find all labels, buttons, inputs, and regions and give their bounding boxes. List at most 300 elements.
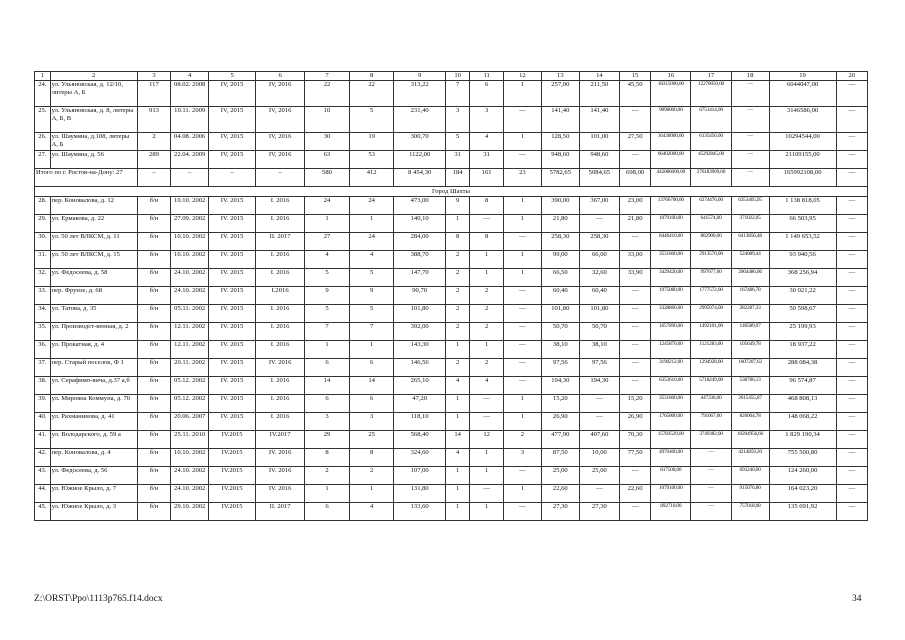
table-cell: — — [836, 467, 867, 485]
table-cell: 27 — [305, 233, 350, 251]
table-cell: 148 068,22 — [769, 413, 836, 431]
table-cell: 524089,44 — [731, 251, 769, 269]
table-row — [35, 341, 868, 359]
table-cell: пер. Фрунзе, д. 68 — [50, 287, 137, 305]
table-cell: 50 598,67 — [769, 305, 836, 323]
table-cell: 18 937,22 — [769, 341, 836, 359]
table-cell: ул. Производст-венная, д. 2 — [50, 323, 137, 341]
table-row — [35, 467, 868, 485]
table-cell: 60,40 — [541, 287, 579, 305]
table-cell: 45. — [35, 503, 51, 521]
table-cell: 12270050,00 — [691, 81, 731, 107]
table-cell: 12.11. 2002 — [171, 323, 209, 341]
table-cell: 313,22 — [394, 81, 445, 107]
table-cell: 300,70 — [394, 133, 445, 151]
table-cell: 105649,78 — [731, 341, 769, 359]
table-cell: 1 — [470, 503, 503, 521]
table-cell: 371022,05 — [731, 215, 769, 233]
table-cell: 18 — [731, 72, 769, 81]
table-cell: 1 — [445, 503, 470, 521]
table-cell: 15 — [619, 72, 650, 81]
table-cell: 33,90 — [619, 269, 650, 287]
table-cell: 194,30 — [579, 377, 619, 395]
table-cell: 3531600,00 — [651, 251, 691, 269]
table-cell: 34. — [35, 305, 51, 323]
table-cell: 1 — [445, 215, 470, 233]
table-cell: 4 — [171, 72, 209, 81]
table-cell: 6 — [349, 359, 394, 377]
table-cell: ул. Серафимо-вича, д.37 а,б — [50, 377, 137, 395]
table-cell: 473,00 — [394, 197, 445, 215]
table-cell: 407,60 — [579, 431, 619, 449]
table-cell: 22,60 — [619, 485, 650, 503]
table-cell: 2 — [137, 133, 170, 151]
table-cell: 32. — [35, 269, 51, 287]
table-cell: 4 — [470, 377, 503, 395]
table-header-row — [35, 72, 868, 81]
table-cell: 31. — [35, 251, 51, 269]
table-cell: 30 021,22 — [769, 287, 836, 305]
table-cell: IV. 2015 — [209, 287, 256, 305]
table-cell: 107,00 — [394, 467, 445, 485]
table-cell: — — [836, 133, 867, 151]
table-cell: 791667,00 — [691, 413, 731, 431]
document-table-area — [34, 71, 868, 521]
table-cell: 1 — [503, 485, 541, 503]
table-cell: ул. Ульяновская, д. 8, литеры А, Б, В — [50, 107, 137, 133]
table-cell: б/н — [137, 233, 170, 251]
table-cell: I. 2016 — [256, 413, 305, 431]
table-cell: 388,70 — [394, 251, 445, 269]
table-cell: 05.12. 2002 — [171, 395, 209, 413]
table-cell: 10.10. 2002 — [171, 197, 209, 215]
table-cell: IV. 2015 — [209, 341, 256, 359]
table-cell: 42. — [35, 449, 51, 467]
table-cell: ул. Татова, д. 35 — [50, 305, 137, 323]
table-body — [35, 72, 868, 521]
table-cell: IV. 2015 — [209, 233, 256, 251]
table-cell: 3 — [445, 107, 470, 133]
table-cell: 10.11. 2009 — [171, 107, 209, 133]
table-cell: — — [836, 359, 867, 377]
table-cell: 1777572,00 — [691, 287, 731, 305]
table-cell: 1 — [470, 467, 503, 485]
table-cell: — — [836, 323, 867, 341]
table-cell: 477,90 — [541, 431, 579, 449]
table-cell: 128,50 — [541, 133, 579, 151]
table-cell: IV. 2015 — [209, 305, 256, 323]
table-cell: 1 — [305, 485, 350, 503]
table-cell: I. 2016 — [256, 305, 305, 323]
table-row — [35, 485, 868, 503]
table-cell: 161 — [470, 169, 503, 187]
table-cell: — — [503, 323, 541, 341]
table-cell: 468 808,13 — [769, 395, 836, 413]
table-cell: 37. — [35, 359, 51, 377]
table-cell: — — [579, 413, 619, 431]
table-cell: 164 023,20 — [769, 485, 836, 503]
table-cell: 2 — [445, 305, 470, 323]
table-cell: 12.11. 2002 — [171, 341, 209, 359]
table-cell: — — [619, 323, 650, 341]
table-cell: Город Шахты — [35, 187, 868, 197]
table-cell: IV. 2015 — [209, 413, 256, 431]
table-row — [35, 413, 868, 431]
table-cell: 10204956,66 — [731, 431, 769, 449]
table-cell: 1 — [503, 395, 541, 413]
table-cell: IV. 2015 — [209, 215, 256, 233]
table-cell: — — [836, 233, 867, 251]
table-cell: 21109155,00 — [769, 151, 836, 169]
table-cell: 3328860,00 — [651, 305, 691, 323]
table-cell: 3 — [503, 449, 541, 467]
table-cell: 211,50 — [579, 81, 619, 107]
table-cell: 13766700,00 — [651, 197, 691, 215]
table-cell: 817500,00 — [651, 467, 691, 485]
table-cell: 16430000,00 — [651, 133, 691, 151]
table-cell: 2 — [503, 431, 541, 449]
table-cell: 24.10. 2002 — [171, 287, 209, 305]
table-cell: б/н — [137, 413, 170, 431]
table-cell: б/н — [137, 287, 170, 305]
table-cell: IV, 2015 — [209, 107, 256, 133]
table-cell: 22 — [305, 81, 350, 107]
table-cell: IV. 2016 — [256, 467, 305, 485]
table-cell: 3146586,00 — [769, 107, 836, 133]
table-cell: 18315000,00 — [651, 81, 691, 107]
table-cell: IV, 2016 — [256, 81, 305, 107]
table-cell: 2 — [470, 323, 503, 341]
table-cell: 26,90 — [619, 413, 650, 431]
table-cell: IV. 2016 — [256, 485, 305, 503]
table-cell: 25. — [35, 107, 51, 133]
table-cell: 24.10. 2002 — [171, 269, 209, 287]
table-cell: 2 — [445, 323, 470, 341]
table-cell: 26,90 — [541, 413, 579, 431]
table-cell: 27.09. 2002 — [171, 215, 209, 233]
table-cell: б/н — [137, 251, 170, 269]
table-cell: 5 — [349, 269, 394, 287]
table-cell: 915076,80 — [731, 485, 769, 503]
table-cell: 1657890,00 — [651, 323, 691, 341]
table-cell: 231,40 — [394, 107, 445, 133]
table-cell: 141,40 — [579, 107, 619, 133]
table-cell: 1 138 818,05 — [769, 197, 836, 215]
table-cell: 27,30 — [579, 503, 619, 521]
table-cell: 4 — [470, 133, 503, 151]
table-cell: 10 — [445, 72, 470, 81]
table-cell: ул. Прокатная, д. 4 — [50, 341, 137, 359]
table-cell: 10.10. 2002 — [171, 449, 209, 467]
table-cell: 143,30 — [394, 341, 445, 359]
table-cell: — — [619, 107, 650, 133]
table-row — [35, 233, 868, 251]
table-cell: 2615455,87 — [731, 395, 769, 413]
table-cell: 14 — [579, 72, 619, 81]
table-cell: IV. 2015 — [209, 395, 256, 413]
table-cell: 1 — [445, 467, 470, 485]
table-cell: 1294928,00 — [691, 359, 731, 377]
table-cell: 146,56 — [394, 359, 445, 377]
table-cell: 66402000,00 — [651, 151, 691, 169]
table-cell: 1 149 653,52 — [769, 233, 836, 251]
table-cell: – — [171, 169, 209, 187]
table-cell: 6 — [305, 395, 350, 413]
table-cell: 368 256,94 — [769, 269, 836, 287]
table-cell: 20.06. 2007 — [171, 413, 209, 431]
table-cell: 2 — [470, 359, 503, 377]
table-cell: IV.2017 — [256, 431, 305, 449]
table-row — [35, 251, 868, 269]
table-cell: — — [731, 107, 769, 133]
table-cell: — — [470, 215, 503, 233]
table-cell: 1 — [503, 133, 541, 151]
table-cell: 2 — [305, 467, 350, 485]
table-cell: 133,60 — [394, 503, 445, 521]
table-cell: ул. Южное Крыло, д. 7 — [50, 485, 137, 503]
table-cell: б/н — [137, 359, 170, 377]
table-cell: 1 — [349, 485, 394, 503]
table-cell: 101,00 — [579, 133, 619, 151]
table-cell: 6413856,48 — [731, 233, 769, 251]
table-cell: – — [209, 169, 256, 187]
table-cell: 1 — [503, 197, 541, 215]
table-cell: I. 2016 — [256, 323, 305, 341]
table-cell: 6 — [256, 72, 305, 81]
table-row — [35, 133, 868, 151]
table-cell: 05.11. 2002 — [171, 305, 209, 323]
table-cell: 24. — [35, 81, 51, 107]
table-cell: 8 — [305, 449, 350, 467]
table-cell: 5718249,00 — [691, 377, 731, 395]
table-cell: 1 — [503, 251, 541, 269]
table-cell: 412 — [349, 169, 394, 187]
table-cell: — — [503, 467, 541, 485]
table-cell: ул. Шаумяна, д. 56 — [50, 151, 137, 169]
table-cell: 124 260,00 — [769, 467, 836, 485]
table-cell: 32,60 — [579, 269, 619, 287]
table-cell: 77,50 — [619, 449, 650, 467]
table-cell: 165992108,00 — [769, 169, 836, 187]
table-cell: 24 — [349, 233, 394, 251]
table-cell: IV. 2015 — [209, 377, 256, 395]
table-cell: 568,40 — [394, 431, 445, 449]
data-table — [34, 71, 868, 521]
table-cell: 135 691,92 — [769, 503, 836, 521]
table-cell: 17 — [691, 72, 731, 81]
table-cell: 276183969,00 — [691, 169, 731, 187]
table-cell: 1079100,00 — [651, 215, 691, 233]
table-cell: 1 — [470, 251, 503, 269]
table-cell: — — [619, 305, 650, 323]
table-cell: — — [503, 233, 541, 251]
table-cell: б/н — [137, 431, 170, 449]
table-cell: 97,56 — [579, 359, 619, 377]
table-cell: 45292845,00 — [691, 151, 731, 169]
table-cell: б/н — [137, 197, 170, 215]
table-cell: — — [836, 341, 867, 359]
table-cell: I. 2016 — [256, 251, 305, 269]
table-cell: — — [731, 169, 769, 187]
table-cell: 04.08. 2006 — [171, 133, 209, 151]
table-cell: пер. Старый поселок, Ф 1 — [50, 359, 137, 377]
table-cell: 3 — [305, 413, 350, 431]
table-cell: 3 — [137, 72, 170, 81]
table-cell: 10,00 — [579, 449, 619, 467]
table-cell: — — [836, 215, 867, 233]
table-cell: 698,00 — [619, 169, 650, 187]
table-cell: — — [836, 197, 867, 215]
table-cell: 1607207,62 — [731, 359, 769, 377]
table-cell: ул. Ульяновская, д. 12/10, литеры А, Б — [50, 81, 137, 107]
table-cell: 6353610,00 — [651, 377, 691, 395]
table-cell: — — [579, 485, 619, 503]
table-cell: 4 — [445, 449, 470, 467]
table-cell: — — [836, 287, 867, 305]
table-cell: 755 500,80 — [769, 449, 836, 467]
table-cell: 21,80 — [619, 215, 650, 233]
table-cell: 19 — [349, 133, 394, 151]
table-cell: IV. 2015 — [209, 251, 256, 269]
table-cell: 33,00 — [619, 251, 650, 269]
table-cell: 29. — [35, 215, 51, 233]
table-cell: 5 — [209, 72, 256, 81]
table-cell: 96 574,87 — [769, 377, 836, 395]
table-cell: 6 — [305, 359, 350, 377]
table-cell: Итого по г. Ростов-на-Дону: 27 — [35, 169, 138, 187]
table-cell: ул. 50 лет ВЛКСМ, д. 11 — [50, 233, 137, 251]
table-cell: 7 — [305, 72, 350, 81]
table-cell: б/н — [137, 485, 170, 503]
table-cell: б/н — [137, 215, 170, 233]
table-cell: 60,40 — [579, 287, 619, 305]
table-cell: 2 — [50, 72, 137, 81]
table-cell: 538786,13 — [731, 377, 769, 395]
table-cell: ул. Рахманинова, д. 41 — [50, 413, 137, 431]
table-cell: 8 454,30 — [394, 169, 445, 187]
table-cell: 8 — [445, 233, 470, 251]
table-cell: 1 — [470, 341, 503, 359]
table-cell: 5782,65 — [541, 169, 579, 187]
table-cell: 1 — [349, 215, 394, 233]
table-cell: IV, 2015 — [209, 81, 256, 107]
table-cell: 442086000,00 — [651, 169, 691, 187]
table-cell: 6353405,95 — [731, 197, 769, 215]
table-cell: 63 — [305, 151, 350, 169]
table-cell: 1121283,00 — [691, 341, 731, 359]
table-cell: 25 199,93 — [769, 323, 836, 341]
table-cell: 22.04. 2009 — [171, 151, 209, 169]
table-cell: — — [836, 431, 867, 449]
table-cell: 4 — [445, 377, 470, 395]
table-cell: — — [619, 359, 650, 377]
table-cell: 1 829 190,34 — [769, 431, 836, 449]
table-row — [35, 215, 868, 233]
table-cell: 147,70 — [394, 269, 445, 287]
table-cell: 13 — [541, 72, 579, 81]
table-cell: 22 — [349, 81, 394, 107]
table-cell: 5 — [349, 107, 394, 133]
table-cell: — — [503, 341, 541, 359]
table-cell: 7 — [305, 323, 350, 341]
table-cell: 44. — [35, 485, 51, 503]
table-cell: 8 — [470, 197, 503, 215]
table-cell: ул. Федосеева, д. 56 — [50, 467, 137, 485]
table-cell: 16 — [651, 72, 691, 81]
table-cell: — — [731, 133, 769, 151]
table-cell: 12 — [470, 431, 503, 449]
table-cell: б/н — [137, 449, 170, 467]
table-cell: — — [836, 485, 867, 503]
table-cell: — — [836, 107, 867, 133]
table-cell: 8 — [470, 233, 503, 251]
table-cell: 288 084,38 — [769, 359, 836, 377]
table-cell: 14 — [305, 377, 350, 395]
table-cell: 15,20 — [619, 395, 650, 413]
table-cell: 892710,00 — [651, 503, 691, 521]
table-cell: 27,30 — [541, 503, 579, 521]
table-cell: 3749382,00 — [691, 431, 731, 449]
table-cell: 25 — [349, 431, 394, 449]
table-row — [35, 431, 868, 449]
table-cell: 2 — [445, 269, 470, 287]
table-cell: 23,00 — [619, 197, 650, 215]
table-cell: 5 — [305, 305, 350, 323]
table-cell: 3429420,00 — [651, 269, 691, 287]
table-cell: — — [503, 359, 541, 377]
table-cell: 1 — [305, 215, 350, 233]
table-cell: 1 — [445, 341, 470, 359]
table-cell: 140,10 — [394, 215, 445, 233]
table-cell: 66,50 — [541, 269, 579, 287]
table-cell: 28. — [35, 197, 51, 215]
table-cell: — — [579, 215, 619, 233]
table-cell: — — [691, 503, 731, 521]
table-cell: 14 — [349, 377, 394, 395]
table-cell: 1 — [503, 81, 541, 107]
table-cell: 1 — [470, 449, 503, 467]
table-cell: б/н — [137, 269, 170, 287]
table-cell: 6135456,00 — [691, 133, 731, 151]
table-cell: 9 — [394, 72, 445, 81]
table-cell: 50,70 — [579, 323, 619, 341]
table-cell: IV, 2016 — [256, 107, 305, 133]
table-cell: 25.11. 2010 — [171, 431, 209, 449]
table-cell: — — [731, 81, 769, 107]
table-cell: 4 — [349, 503, 394, 521]
table-cell: 6 — [305, 503, 350, 521]
table-cell: 33. — [35, 287, 51, 305]
table-cell: 90,70 — [394, 287, 445, 305]
table-cell: 5084,65 — [579, 169, 619, 187]
table-cell: 8 — [349, 72, 394, 81]
table-cell: I. 2016 — [256, 215, 305, 233]
table-cell: – — [256, 169, 305, 187]
table-cell: 2913570,00 — [691, 251, 731, 269]
table-cell: 30. — [35, 233, 51, 251]
table-cell: 3190212,00 — [651, 359, 691, 377]
table-cell: 24 — [349, 197, 394, 215]
table-cell: пер. Коновалова, д. 4 — [50, 449, 137, 467]
table-cell: 6751414,00 — [691, 107, 731, 133]
table-cell: 30 — [305, 133, 350, 151]
subtotal-row — [35, 169, 868, 187]
table-cell: 258,30 — [579, 233, 619, 251]
table-cell: б/н — [137, 323, 170, 341]
table-cell: 390,00 — [541, 197, 579, 215]
table-cell: 141,40 — [541, 107, 579, 133]
table-row — [35, 395, 868, 413]
